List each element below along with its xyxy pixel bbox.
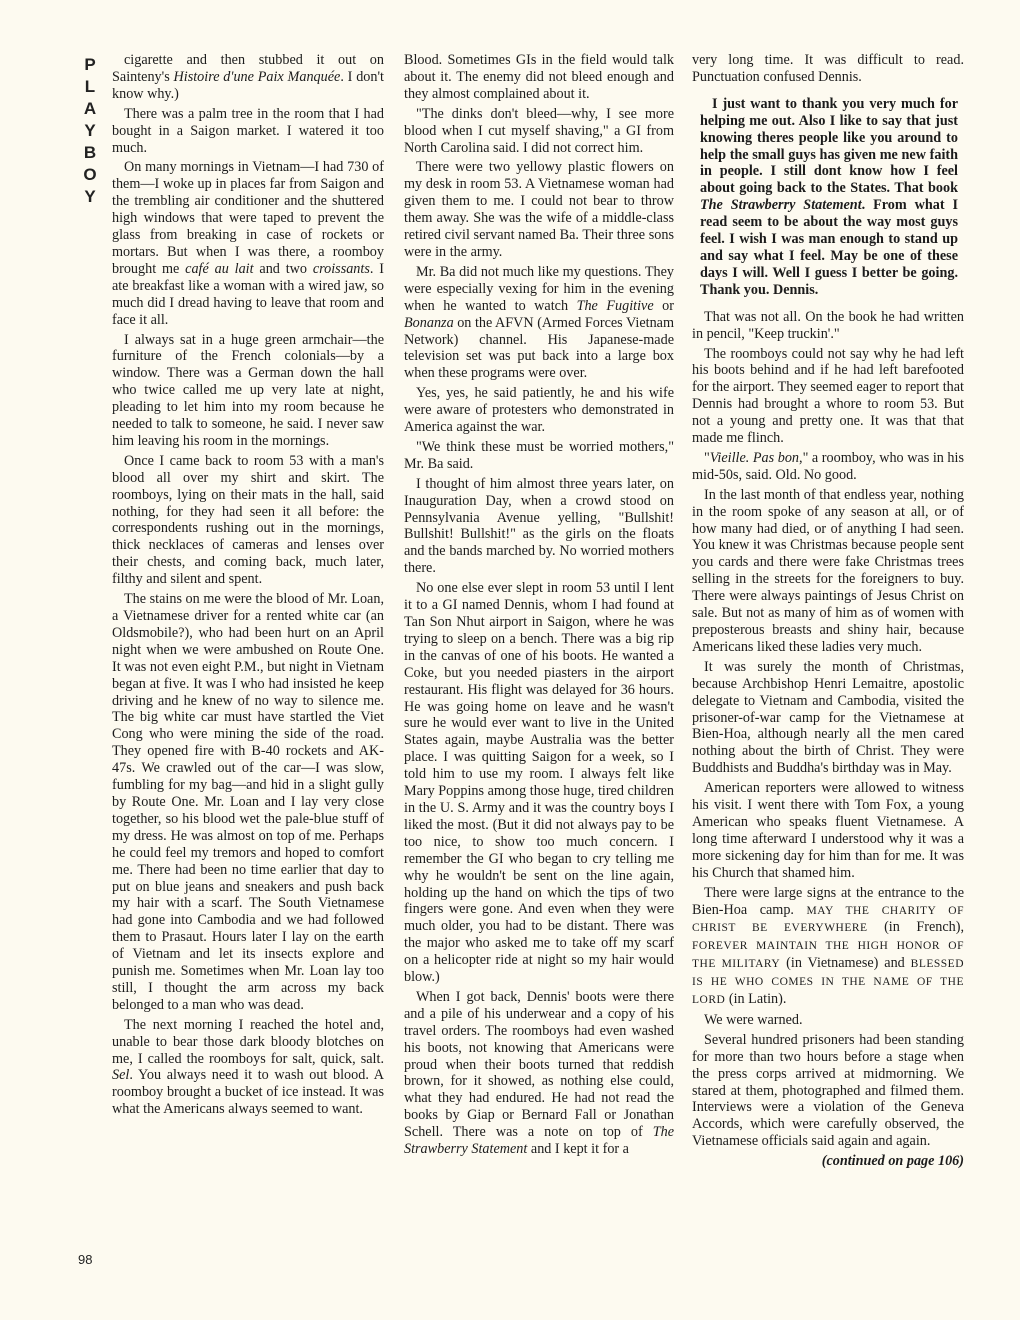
paragraph: When I got back, Dennis' boots were there and a pile of his underwear and a copy of his travel orders. The roomboys had even washed his boots, not knowing that Americans were proud when their boots turned that reddish brown, for it showed, as nothing else could, what they had endured. He had not read the books by Giap or Bernard Fall or Jonathan Schell. There was a note on top of The Strawberry Statement and I kept it for a [404,988,674,1158]
page-number: 98 [78,1252,93,1267]
paragraph: That was not all. On the book he had written in pencil, "Keep truckin'." [692,308,964,342]
paragraph: "We think these must be worried mothers," Mr. Ba said. [404,438,674,472]
masthead-letter: L [84,77,96,96]
paragraph: Mr. Ba did not much like my questions. They were especially vexing for him in the evening when he wanted to watch The Fugitive or Bonanza on the AFVN (Armed Forces Vietnam Network) channel. His Japanese-made television set was put back into a large box when these programs were over. [404,263,674,382]
masthead-letter: P [84,55,96,74]
paragraph: very long time. It was difficult to read. Punctuation confused Dennis. [692,52,964,85]
paragraph: No one else ever slept in room 53 until I lent it to a GI named Dennis, whom I had found at Tan Son Nhut airport in Saigon, where he was trying to sleep on a bench. There was a big rip in the canvas of one of his boots. He wanted a Coke, but you needed piasters in the airport restaurant. His flight was delayed for 36 hours. He was going home on leave and he wasn't sure he would ever want to live in the United States again, maybe Australia was the better place. I was quitting Saigon for a week, so I told him to use my room. I always felt like Mary Poppins among those huge, tired children in the U. S. Army and it was the country boys I liked the most. (But it did not always pay to be too nice, to show too much concern. I remember the GI who began to cry telling me why he wouldn't be sent on the line again, holding up the hand on which the tips of two fingers were gone. And even when they were much older, you had to be distant. There was the major who asked me to take off my scarf on a helicopter ride at night so my hair would blow.) [404,580,674,986]
paragraph: "Vieille. Pas bon," a roomboy, who was in his mid-50s, said. Old. No good. [692,449,964,483]
paragraph: I just want to thank you very much for helping me out. Also I like to say that just knowing theres people like you around to help the small guys has given me new faith in people. I still dont know how I feel about going back to the States. That book The Strawberry Statement. From what I read seem to be about the way most guys feel. I wish I was man enough to stand up and say what I feel. May be one of these days I will. Well I guess I better be going. Thank you. Dennis. [700,95,958,298]
masthead-letter: B [83,143,97,162]
article-column-2 [404,52,674,1161]
paragraph: In the last month of that endless year, nothing in the room spoke of any season at all, or of how many had died, or of anything I had seen. You knew it was Christmas because people sent you cards and there were fake Christmas trees selling in the streets for the foreigners to buy. There were always paintings of Jesus Christ on sale. But not as many of him as of women with preposterous breasts and shiny hair, because Americans liked these ladies very much. [692,486,964,655]
paragraph: Yes, yes, he said patiently, he and his wife were aware of protesters who demonstrated in America against the war. [404,385,674,436]
masthead-letter: A [83,99,97,118]
article-column-3 [692,52,964,1173]
paragraph: We were warned. [704,1011,803,1028]
paragraph: American reporters were allowed to witness his visit. I went there with Tom Fox, a young American who speaks fluent Vietnamese. A long time afterward I understood why it was a more sickening day for him than for me. It was his Church that shamed him. [692,780,964,881]
paragraph: The roomboys could not say why he had left his boots behind and if he had left barefooted for the airport. They seemed eager to report that Dennis had brought a whore to room 53. But not a young and pretty one. It was that that made me flinch. [692,345,964,447]
paragraph: I always sat in a huge green armchair—the furniture of the French colonials—by a window. There was a German down the hall who twice called me up very late at night, pleading to let him into my room because he needed to talk to someone, he said. I never saw him leaving his room in the mornings. [112,331,384,449]
continued-note: (continued on page 106) [821,1153,964,1170]
article-column-1 [112,52,384,1121]
paragraph: Once I came back to room 53 with a man's blood all over my shirt and skirt. The roomboys, lying on their mats in the hall, said nothing, for they had seen it all before: the correspondents rushing out in the mornings, thick necklaces of cameras and lenses over their chests, and coming back, much later, filthy and silent and spent. [112,452,384,588]
paragraph: On many mornings in Vietnam—I had 730 of them—I woke up in places far from Saigon and the trembling air conditioner and the shuttered high windows that were taped to prevent the glass from breaking in case of rockets or mortars. But when I was there, a roomboy brought me café au lait and two croissants. I ate breakfast like a woman with a wired jaw, so much did I dread having to leave that room and face it all. [112,159,384,328]
masthead-letter: Y [84,187,96,206]
paragraph: The stains on me were the blood of Mr. Loan, a Vietnamese driver for a rented white car (an Oldsmobile?), who had been hurt on an April night when we were ambushed on Route One. It was not even eight P.M., but night in Vietnam began at five. It was I who had insisted he keep driving and he knew of no way to silence me. The big white car must have startled the Viet Cong who were mining the side of the road. They opened fire with B-40 rockets and AK-47s. We crawled out of the car—I was slow, fumbling for my bag—and hid in a slight gully by Route One. Mr. Loan and I lay very close together, so his blood wet the pale-blue stuff of my dress. He was almost on top of me. Perhaps he could feel my tremors and hoped to comfort me. There had been no time earlier that day to put on blue jeans and sneakers and push back my hair with a scarf. The South Vietnamese had gone into Cambodia and we had followed them to Prasaut. Hours later I lay on the earth of Vietnam and let its insects explore and punish me. Sometimes when Mr. Loan lay too still, I thought the arm across my back belonged to a man who was dead. [112,591,384,1013]
paragraph: Several hundred prisoners had been standing for more than two hours before a stage when the press corps arrived at midmorning. We stared at them, photographed and filmed them. Interviews were a violation of the Geneva Accords, which were carefully observed, the Vietnamese officials said again and again. [692,1031,964,1150]
masthead-letter: Y [84,121,96,140]
masthead-letter: O [83,165,97,184]
paragraph: "The dinks don't bleed—why, I see more blood when I cut myself shaving," a GI from North Carolina said. I did not correct him. [404,105,674,156]
paragraph: Blood. Sometimes GIs in the field would talk about it. The enemy did not bleed enough and they almost complained about it. [404,52,674,102]
paragraph: The next morning I reached the hotel and, unable to bear those dark bloody blotches on me, I called the roomboys for salt, quick, salt. Sel. You always need it to wash out blood. A roomboy brought a bucket of ice instead. It was what the Americans always seemed to want. [112,1016,384,1118]
paragraph: There were two yellowy plastic flowers on my desk in room 53. A Vietnamese woman had given them to me. I could not bear to throw them away. She was the wife of a middle-class retired civil servant named Ba. Their three sons were in the army. [404,159,674,260]
paragraph: cigarette and then stubbed it out on Sainteny's Histoire d'une Paix Manquée. I don't know why.) [112,52,384,102]
paragraph: It was surely the month of Christmas, because Archbishop Henri Lemaitre, apostolic delegate to Vietnam and Cambodia, visited the prisoner-of-war camp for the Vietnamese at Bien-Hoa, although nearly all the men cared nothing about the birth of Christ. They were Buddhists and Buddha's birthday was in May. [692,658,964,777]
paragraph: I thought of him almost three years later, on Inauguration Day, when a crowd stood on Pennsylvania Avenue yelling, "Bullshit! Bullshit! Bullshit!" as the girls on the floats and the bands marched by. No worried mothers there. [404,475,674,577]
paragraph: There was a palm tree in the room that I had bought in a Saigon market. I watered it too much. [112,105,384,156]
magazine-name-vertical [78,54,102,208]
paragraph: There were large signs at the entrance to the Bien-Hoa camp. MAY THE CHARITY OF CHRIST BE EVERYWHERE (in French), FOREVER MAINTAIN THE HIGH HONOR OF THE MILITARY (in Vietnamese) and BLESSED IS HE WHO COMES IN THE NAME OF THE LORD (in Latin). [692,884,965,1008]
